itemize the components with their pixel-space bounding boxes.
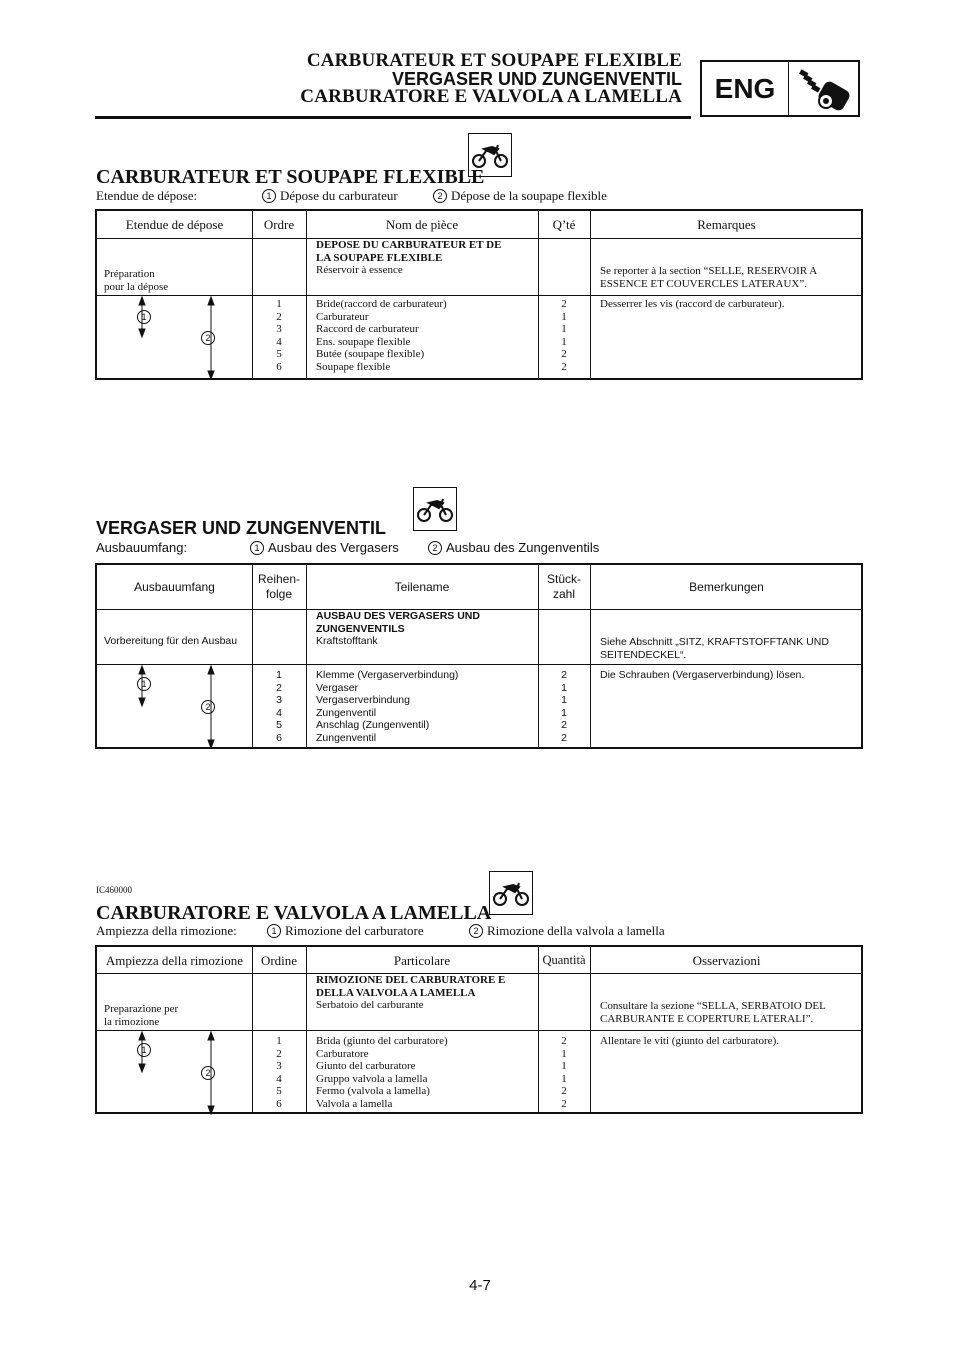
prep-label: Préparation pour la dépose [104, 268, 169, 293]
table-row-parts [97, 665, 861, 749]
quantities: 2 1 1 1 2 2 [561, 1035, 567, 1110]
marker-1: 1 [267, 924, 281, 938]
table-header [97, 211, 861, 239]
col-header: Ampiezza della rimozione [105, 952, 244, 968]
scope-2-text: Ausbau des Zungenventils [446, 540, 600, 555]
remark: Desserrer les vis (raccord de carburateur). [600, 298, 785, 310]
order-numbers: 1 2 3 4 5 6 [276, 298, 282, 373]
prep-label: Vorbereitung für den Ausbau [104, 635, 238, 647]
quantities: 2 1 1 1 2 2 [561, 298, 567, 373]
header-title-de: VERGASER UND ZUNGENVENTIL [391, 69, 682, 89]
section-code: IC460000 [96, 885, 132, 895]
eng-label: ENG [702, 62, 789, 115]
marker-2: 2 [201, 1066, 215, 1080]
table-row-prep [97, 609, 861, 665]
marker-2: 2 [433, 189, 447, 203]
scope-1-text: Rimozione del carburatore [285, 923, 424, 938]
dirt-bike-icon [413, 487, 457, 531]
marker-1: 1 [137, 677, 151, 691]
order-numbers: 1 2 3 4 5 6 [276, 669, 282, 744]
table-row-prep [97, 973, 861, 1031]
order-numbers: 1 2 3 4 5 6 [276, 1035, 282, 1110]
scope-label: Etendue de dépose: [96, 188, 198, 203]
table-row-parts [97, 296, 861, 380]
removal-table-de [95, 563, 863, 749]
header-title-fr: CARBURATEUR ET SOUPAPE FLEXIBLE [306, 50, 682, 71]
prep-remark: Consultare la sezione “SELLA, SERBATOIO DEL CARBURANTE E COPERTURE LATERALI”. [600, 1000, 826, 1025]
marker-2: 2 [469, 924, 483, 938]
col-header: Stück- zahl [546, 572, 581, 601]
col-header: Ordine [260, 952, 298, 968]
scope-label: Ausbauumfang: [96, 540, 188, 555]
col-header: Remarques [697, 217, 756, 232]
col-header: Particolare [393, 952, 451, 968]
removal-table-it [95, 945, 863, 1114]
table-header [97, 947, 861, 974]
scope-1-text: Dépose du carburateur [280, 188, 398, 203]
prep-part: Kraftstofftank [316, 635, 378, 647]
quantities: 2 1 1 1 2 2 [561, 669, 567, 744]
header-title-it: CARBURATORE E VALVOLA A LAMELLA [300, 86, 682, 107]
marker-2: 2 [428, 541, 442, 555]
col-header: Ausbauumfang [134, 579, 215, 594]
marker-1: 1 [250, 541, 264, 555]
engine-cylinder-icon [789, 62, 858, 115]
dirt-bike-icon [489, 871, 533, 915]
remark: Allentare le viti (giunto del carburatore). [600, 1035, 779, 1047]
col-header: Teilename [394, 579, 450, 594]
marker-1: 1 [137, 1043, 151, 1057]
table-header [97, 565, 861, 610]
page-number: 4-7 [469, 1277, 491, 1294]
marker-1: 1 [262, 189, 276, 203]
col-header: Bemerkungen [689, 579, 764, 594]
remark: Die Schrauben (Vergaserverbindung) lösen. [600, 669, 805, 681]
marker-1: 1 [137, 310, 151, 324]
scope-label: Ampiezza della rimozione: [96, 923, 237, 938]
scope-2-text: Rimozione della valvola a lamella [487, 923, 665, 938]
section-heading: DEPOSE DU CARBURATEUR ET DE LA SOUPAPE FLEXIBLE [316, 239, 502, 264]
col-header: Osservazioni [692, 952, 761, 968]
prep-part: Serbatoio del carburante [316, 999, 424, 1011]
col-header: Quantità [542, 952, 586, 967]
section-heading: RIMOZIONE DEL CARBURATORE E DELLA VALVOLA A LAMELLA [316, 974, 506, 999]
table-row-prep [97, 238, 861, 296]
col-header: Etendue de dépose [125, 217, 224, 232]
section-title-it: CARBURATORE E VALVOLA A LAMELLA [96, 902, 492, 924]
header-rule [95, 116, 691, 119]
section-title-de: VERGASER UND ZUNGENVENTIL [96, 518, 387, 538]
marker-2: 2 [201, 700, 215, 714]
eng-badge [700, 60, 860, 117]
prep-part: Réservoir à essence [316, 264, 403, 276]
col-header: Reihen- folge [257, 572, 301, 601]
col-header: Q’té [552, 217, 576, 232]
prep-remark: Siehe Abschnitt „SITZ, KRAFTSTOFFTANK UND SEITENDECKEL“. [600, 636, 829, 661]
table-row-parts [97, 1031, 861, 1115]
removal-table-fr [95, 209, 863, 380]
part-names: Brida (giunto del carburatore) Carburatore Giunto del carburatore Gruppo valvola a lamella Fermo (valvola a lamella) Valvola a lamella [316, 1035, 448, 1110]
part-names: Bride(raccord de carburateur) Carburateur Raccord de carburateur Ens. soupape flexible Butée (soupape flexible) Soupape flexible [316, 298, 447, 373]
dirt-bike-icon [468, 133, 512, 177]
col-header: Nom de pièce [385, 217, 459, 232]
page-header [300, 52, 682, 106]
scope-1-text: Ausbau des Vergasers [268, 540, 399, 555]
part-names: Klemme (Vergaserverbindung) Vergaser Vergaserverbindung Zungenventil Anschlag (Zungenventil) Zungenventil [316, 669, 459, 744]
col-header: Ordre [263, 217, 295, 232]
scope-2-text: Dépose de la soupape flexible [451, 188, 607, 203]
prep-label: Preparazione per la rimozione [104, 1003, 179, 1028]
section-title-fr: CARBURATEUR ET SOUPAPE FLEXIBLE [96, 166, 485, 188]
prep-remark: Se reporter à la section “SELLE, RESERVOIR A ESSENCE ET COUVERCLES LATERAUX”. [600, 265, 818, 290]
marker-2: 2 [201, 331, 215, 345]
section-heading: AUSBAU DES VERGASERS UND ZUNGENVENTILS [316, 610, 480, 635]
